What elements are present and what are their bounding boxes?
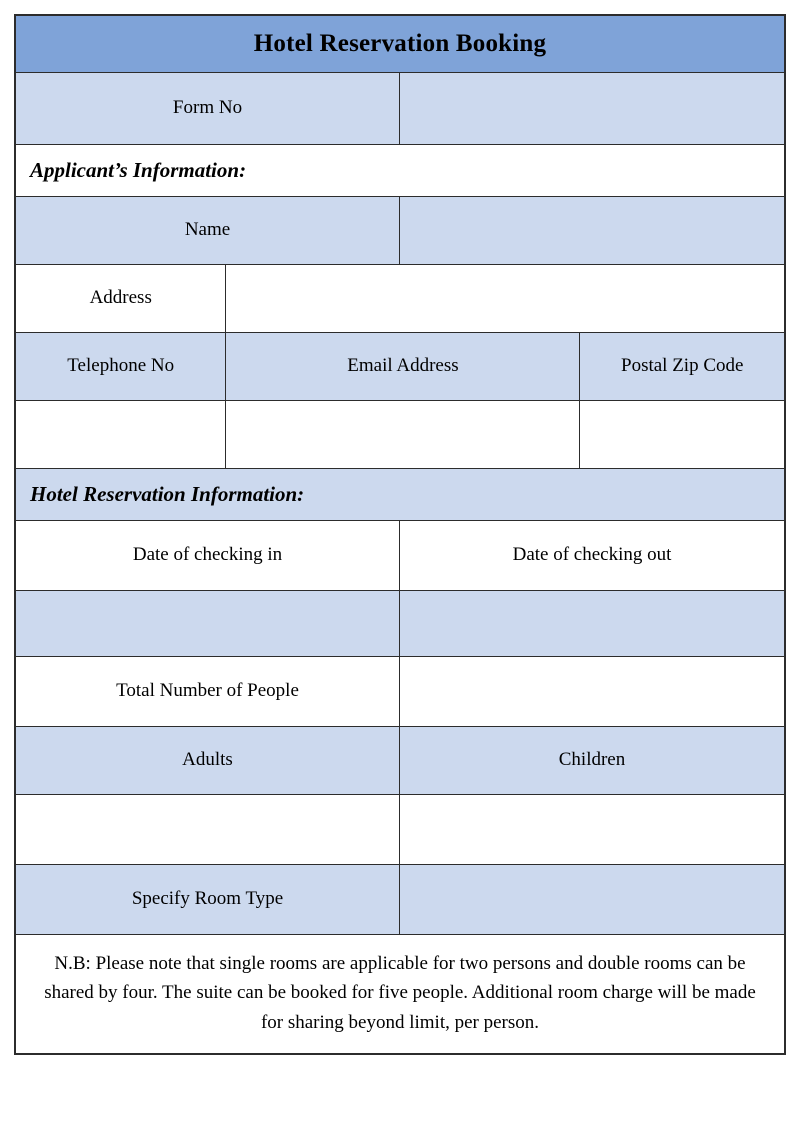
room-type-label: Specify Room Type <box>16 865 400 935</box>
form-no-label: Form No <box>16 73 400 145</box>
adults-input[interactable] <box>16 795 400 865</box>
checkin-label: Date of checking in <box>16 521 400 591</box>
children-input[interactable] <box>400 795 784 865</box>
postal-zip-label: Postal Zip Code <box>580 333 784 401</box>
telephone-label: Telephone No <box>16 333 226 401</box>
hotel-reservation-form <box>14 14 786 1055</box>
checkout-input[interactable] <box>400 591 784 657</box>
form-title: Hotel Reservation Booking <box>16 16 784 73</box>
form-no-row <box>16 73 784 145</box>
postal-zip-input[interactable] <box>580 401 784 469</box>
dates-values-row <box>16 591 784 657</box>
form-note: N.B: Please note that single rooms are applicable for two persons and double rooms can be shared by four. The suite can be booked for five people. Additional room charge will be made for sharing beyond limit, per person. <box>16 935 784 1053</box>
adults-children-values-row <box>16 795 784 865</box>
room-type-input[interactable] <box>400 865 784 935</box>
email-input[interactable] <box>226 401 580 469</box>
telephone-input[interactable] <box>16 401 226 469</box>
name-input[interactable] <box>400 197 784 265</box>
checkout-label: Date of checking out <box>400 521 784 591</box>
name-label: Name <box>16 197 400 265</box>
children-label: Children <box>400 727 784 795</box>
email-label: Email Address <box>226 333 580 401</box>
total-people-row <box>16 657 784 727</box>
room-type-row <box>16 865 784 935</box>
address-input[interactable] <box>226 265 784 333</box>
name-row <box>16 197 784 265</box>
checkin-input[interactable] <box>16 591 400 657</box>
address-label: Address <box>16 265 226 333</box>
total-people-label: Total Number of People <box>16 657 400 727</box>
section-applicant-information: Applicant’s Information: <box>16 145 784 197</box>
adults-label: Adults <box>16 727 400 795</box>
section-hotel-reservation-information: Hotel Reservation Information: <box>16 469 784 521</box>
form-no-input[interactable] <box>400 73 784 145</box>
address-row <box>16 265 784 333</box>
contact-labels-row <box>16 333 784 401</box>
dates-labels-row <box>16 521 784 591</box>
adults-children-labels-row <box>16 727 784 795</box>
contact-values-row <box>16 401 784 469</box>
total-people-input[interactable] <box>400 657 784 727</box>
